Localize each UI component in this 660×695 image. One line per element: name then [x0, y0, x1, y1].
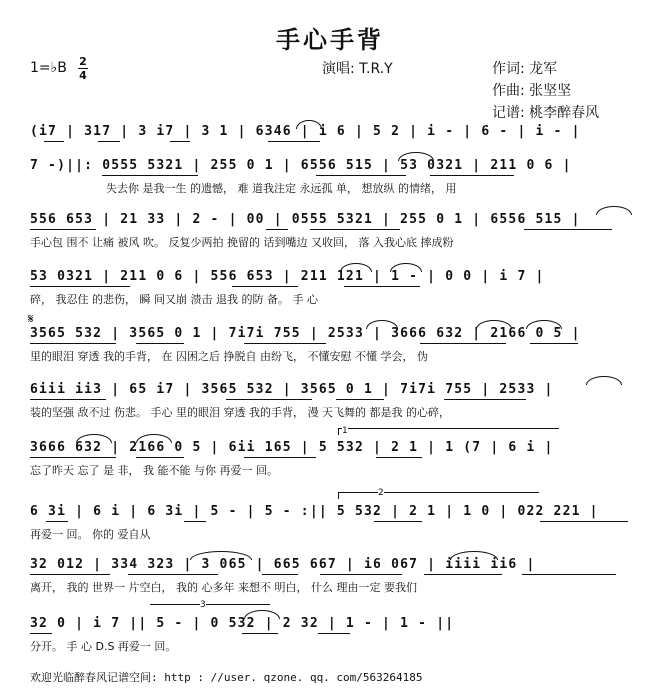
notation-line: 6 3i | 6 i | 6 3i | 5 - | 5 - :|| 5 532 | 2 1 | 1 0 | 022 221 |: [30, 504, 599, 519]
lyricist-credit: 作词: 龙军: [492, 61, 558, 77]
composer-credit: 作曲: 张坚坚: [492, 83, 572, 99]
notation-line: 6iii ii3 | 65 i7 | 3565 532 | 3565 0 1 | 7i7i 755 | 2533 |: [30, 382, 554, 397]
first-ending-bracket: [338, 428, 559, 435]
lyric-line: 装的坚强 敌不过 伤悲。 手心 里的眼泪 穿透 我的手背， 漫 天飞舞的 都是我 的心碎，: [30, 406, 450, 419]
lyric-line: 离开， 我的 世界一 片空白， 我的 心多年 来想不 明白， 什么 理由一定 要我们: [30, 581, 417, 594]
lyric-line: 分开。 手 心 D.S 再爱一 回。: [30, 640, 177, 653]
first-ending-number: 1: [342, 426, 348, 436]
notation-line: 32 0 | i 7 || 5 - | 0 532 | 2 32 | 1 - | 1 - ||: [30, 616, 455, 631]
notation-line: 3666 632 | 2166 0 5 | 6ii 165 | 5 532 | 2 1 | 1 (7 | 6 i |: [30, 440, 554, 455]
notation-line: 3565 532 | 3565 0 1 | 7i7i 755 | 2533 | 3666 632 | 2166 0 5 |: [30, 326, 581, 341]
time-signature-bottom: 4: [79, 69, 87, 82]
time-signature: [78, 56, 88, 81]
notation-line: (i7 | 317 | 3 i7 | 3 1 | 6346 | i 6 | 5 2 | i - | 6 - | i - |: [30, 124, 581, 139]
segno-sign: 𝄋: [28, 312, 34, 327]
triplet-bracket: [150, 604, 270, 611]
second-ending-bracket: [338, 492, 539, 499]
second-ending-number: 2: [378, 488, 384, 498]
footer-credit: 欢迎光临醉春风记谱空间: http : //user. qzone. qq. com/563264185: [30, 671, 423, 684]
transcriber-credit: 记谱: 桃李醉春风: [492, 105, 600, 121]
singer-credit: 演唱: T.R.Y: [322, 61, 393, 77]
time-signature-top: 2: [79, 55, 87, 68]
notation-line: 7 -)||: 0555 5321 | 255 0 1 | 6556 515 | 53 0321 | 211 0 6 |: [30, 158, 572, 173]
notation-line: 556 653 | 21 33 | 2 - | 00 | 0555 5321 | 255 0 1 | 6556 515 |: [30, 212, 581, 227]
lyric-line: 手心包 围不 让痛 被风 吹。 反复少两拍 挽留的 话到嘴边 又收回， 落 入我心底 摔成粉: [30, 236, 454, 249]
notation-line: 32 012 | 334 323 | 3 065 | 665 667 | i6 067 | iiii ii6 |: [30, 557, 536, 572]
lyric-line: 里的眼泪 穿透 我的手背， 在 囚困之后 挣脱自 由纷飞， 不懂安慰 不懂 学会， 伪: [30, 350, 428, 363]
lyric-line: 忘了昨天 忘了 是 非， 我 能不能 与你 再爱一 回。: [30, 464, 278, 477]
triplet-number: 3: [200, 600, 206, 610]
lyric-line: 再爱一 回。 你的 爱自从: [30, 528, 151, 541]
song-title: 手心手背: [276, 25, 384, 54]
lyric-line: 碎， 我忍住 的悲伤， 瞬 间又崩 溃击 退我 的防 备。 手 心: [30, 293, 318, 306]
key-signature: 1=♭B: [30, 60, 67, 76]
notation-line: 53 0321 | 211 0 6 | 556 653 | 211 121 | 1 - | 0 0 | i 7 |: [30, 269, 545, 284]
lyric-line: 失去你 是我一生 的遗憾， 难 道我注定 永远孤 单， 想放纵 的情绪， 用: [106, 182, 457, 195]
